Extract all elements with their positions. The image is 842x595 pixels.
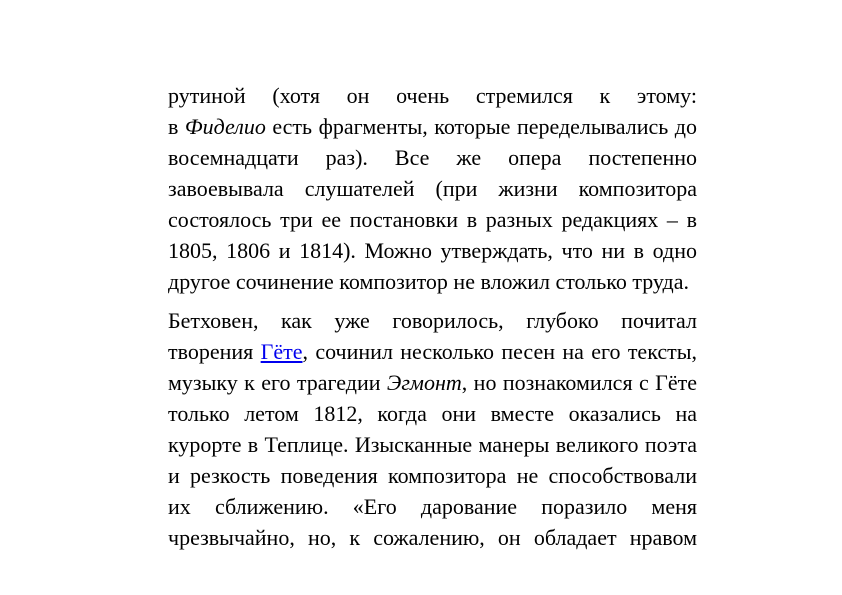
text-line xyxy=(168,235,697,266)
text-line xyxy=(168,398,697,429)
text-line xyxy=(168,266,697,297)
text-line xyxy=(168,460,697,491)
text-line xyxy=(168,142,697,173)
text-run: 1805, 1806 и 1814). Можно утверждать, что ни в одно xyxy=(168,238,697,263)
text-block xyxy=(168,80,697,553)
text-line xyxy=(168,367,697,398)
text-run: чрезвычайно, но, к сожалению, он обладает нравом xyxy=(168,525,697,550)
text-run: завоевывала слушателей (при жизни композитора xyxy=(168,176,697,201)
text-run: музыку к его трагедии xyxy=(168,370,387,395)
text-run: курорте в Теплице. Изысканные манеры великого поэта xyxy=(168,432,697,457)
text-run: Бетховен, как уже говорилось, глубоко почитал xyxy=(168,308,697,333)
paragraph-fidelio xyxy=(168,80,697,297)
goethe-link[interactable]: Гёте xyxy=(260,339,303,364)
text-run: состоялось три ее постановки в разных редакциях – в xyxy=(168,207,697,232)
text-line xyxy=(168,305,697,336)
text-run: их сближению. «Его дарование поразило меня xyxy=(168,494,697,519)
text-run: восемнадцати раз). Все же опера постепенно xyxy=(168,145,697,170)
text-run: рутиной (хотя он очень стремился к этому: xyxy=(168,83,697,108)
text-run: творения xyxy=(168,339,261,364)
text-line xyxy=(168,173,697,204)
text-line xyxy=(168,80,697,111)
text-run: , но познакомился с Гёте xyxy=(461,370,697,395)
text-line xyxy=(168,204,697,235)
text-run: только летом 1812, когда они вместе оказались на xyxy=(168,401,697,426)
text-line xyxy=(168,522,697,553)
work-title-italic: Фиделио xyxy=(184,114,266,139)
text-run: другое сочинение композитор не вложил столько труда. xyxy=(168,269,689,294)
text-run: , сочинил несколько песен на его тексты, xyxy=(302,339,697,364)
text-line xyxy=(168,429,697,460)
work-title-italic: Эгмонт xyxy=(386,370,462,395)
text-run: и резкость поведения композитора не способствовали xyxy=(168,463,697,488)
text-line xyxy=(168,336,697,367)
text-line xyxy=(168,111,697,142)
paragraph-goethe xyxy=(168,305,697,553)
text-run: есть фрагменты, которые переделывались до xyxy=(265,114,697,139)
text-run: в xyxy=(168,114,185,139)
text-line xyxy=(168,491,697,522)
